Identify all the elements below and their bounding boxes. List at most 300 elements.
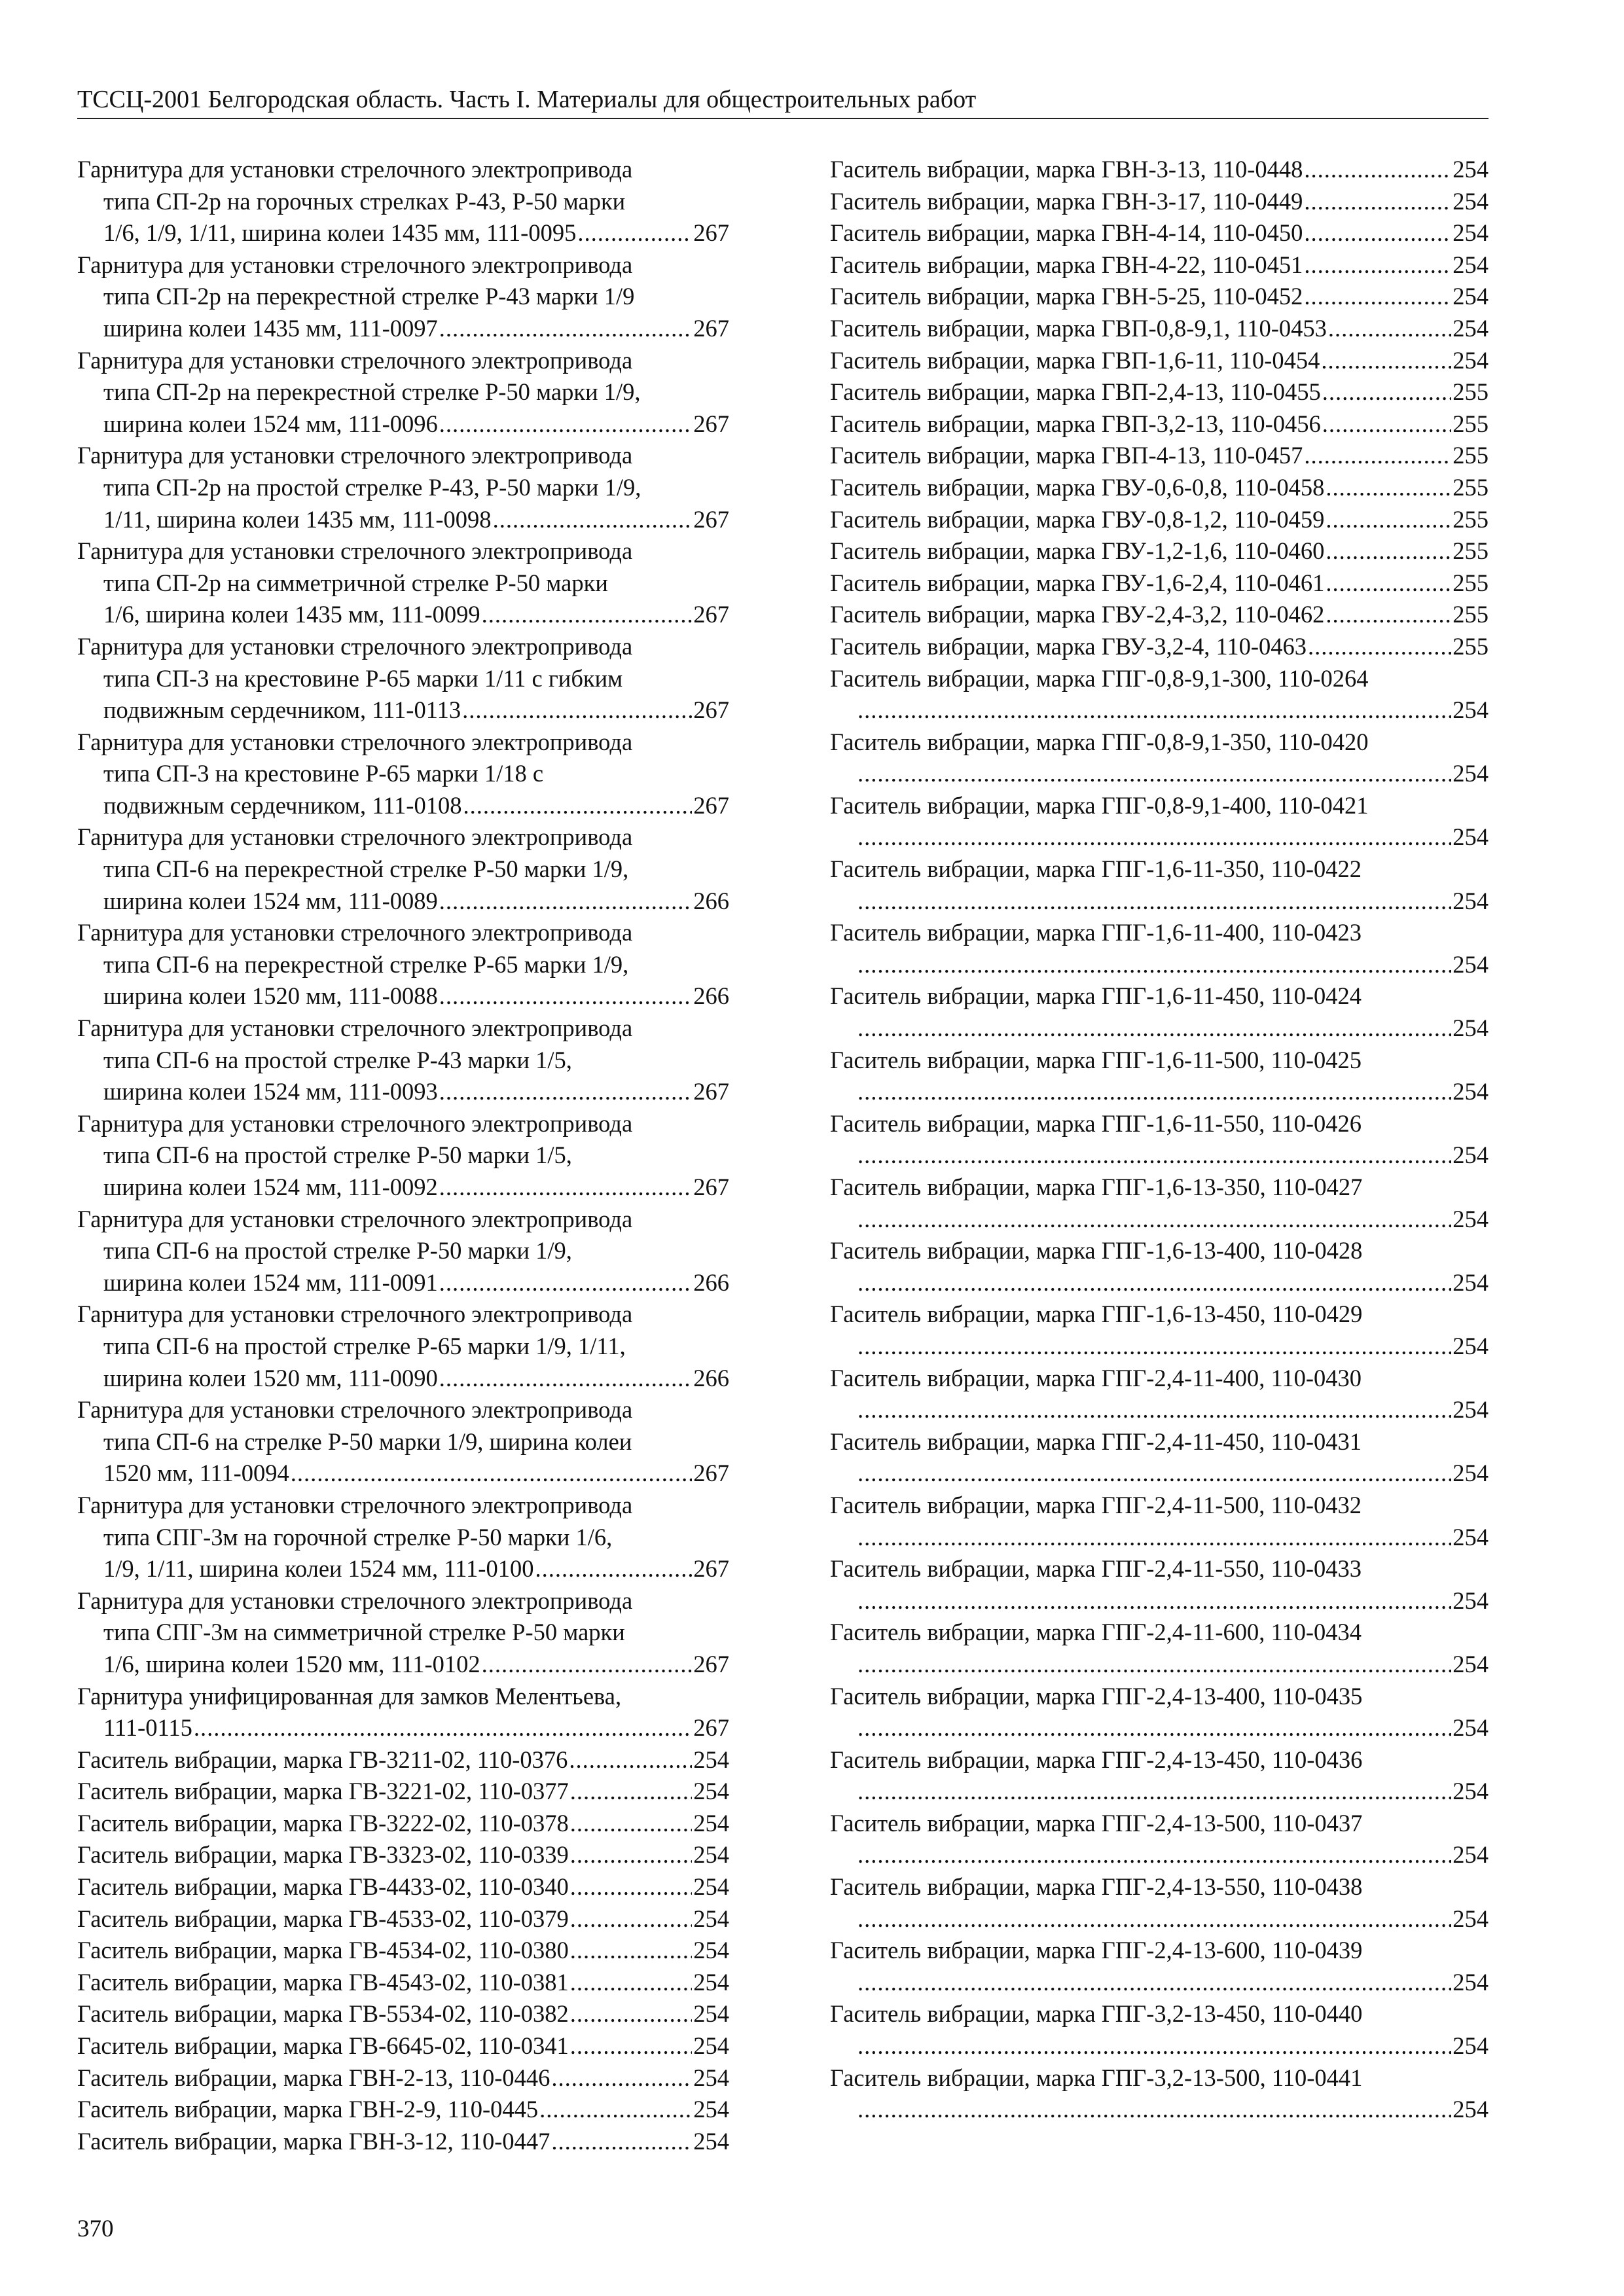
entry-page-ref: 254 — [693, 1937, 729, 1964]
index-column-left — [77, 154, 729, 2157]
entry-text: Гарнитура для установки стрелочного электропривода — [77, 251, 633, 278]
entry-text: Гарнитура для установки стрелочного электропривода — [77, 1300, 633, 1328]
dot-leader — [482, 599, 693, 631]
dot-leader — [1326, 599, 1451, 631]
index-entry — [830, 472, 1489, 504]
index-entry — [830, 853, 1489, 917]
entry-page-ref: 254 — [693, 2032, 729, 2060]
dot-leader — [577, 217, 692, 249]
dot-leader — [857, 1139, 1451, 1172]
dot-leader — [1304, 281, 1451, 313]
entry-text: Гарнитура для установки стрелочного электропривода — [77, 1587, 633, 1614]
dot-leader — [857, 1585, 1451, 1617]
index-entry — [77, 2126, 729, 2158]
entry-text: Гарнитура для установки стрелочного электропривода — [77, 346, 633, 374]
entry-text: типа СП-6 на перекрестной стрелке Р-65 марки 1/9, — [103, 950, 629, 978]
index-entry — [830, 535, 1489, 567]
dot-leader — [857, 1013, 1451, 1045]
entry-page-ref: 254 — [1453, 1141, 1489, 1169]
index-entry — [830, 1363, 1489, 1426]
entry-text: Гаситель вибрации, марка ГВ-3221-02, 110-0377 — [77, 1778, 569, 1805]
dot-leader — [857, 1204, 1451, 1236]
entry-page-ref: 267 — [693, 1460, 729, 1487]
entry-text: типа СП-6 на стрелке Р-50 марки 1/9, ширина колеи — [103, 1427, 632, 1455]
entry-page-ref: 254 — [1453, 1587, 1489, 1614]
dot-leader — [462, 694, 692, 726]
index-entry — [830, 917, 1489, 980]
entry-text: Гаситель вибрации, марка ГПГ-3,2-13-500, 110-0441 — [830, 2064, 1363, 2091]
dot-leader — [857, 1967, 1451, 1999]
entry-page-ref: 254 — [1453, 1778, 1489, 1805]
entry-text: Гаситель вибрации, марка ГВП-4-13, 110-0457 — [830, 442, 1303, 469]
entry-page-ref: 254 — [693, 1778, 729, 1805]
entry-page-ref: 254 — [1453, 1523, 1489, 1551]
entry-text: 1/6, ширина колеи 1520 мм, 111-0102 — [103, 1650, 480, 1677]
index-entry — [77, 1013, 729, 1108]
index-entry — [830, 281, 1489, 313]
dot-leader — [857, 949, 1451, 981]
index-entry — [77, 1776, 729, 1808]
entry-text: типа СП-2р на перекрестной стрелке Р-43 марки 1/9 — [103, 283, 635, 310]
entry-text: Гарнитура для установки стрелочного электропривода — [77, 537, 633, 565]
index-entry — [77, 1871, 729, 1903]
index-entry — [77, 1935, 729, 1967]
index-entry — [830, 1998, 1489, 2062]
entry-text: типа СП-2р на симметричной стрелке Р-50 марки — [103, 569, 608, 596]
entry-text: Гаситель вибрации, марка ГВУ-3,2-4, 110-0463 — [830, 632, 1307, 660]
entry-text: Гарнитура для установки стрелочного электропривода — [77, 156, 633, 183]
entry-text: ширина колеи 1524 мм, 111-0092 — [103, 1174, 438, 1200]
entry-text: типа СП-2р на горочных стрелках Р-43, Р-50 марки — [103, 187, 626, 215]
dot-leader — [857, 2094, 1451, 2126]
entry-text: Гаситель вибрации, марка ГВУ-1,2-1,6, 110-0460 — [830, 537, 1325, 565]
dot-leader — [570, 1967, 692, 1999]
entry-text: Гаситель вибрации, марка ГВ-3222-02, 110-0378 — [77, 1809, 569, 1837]
entry-text: Гаситель вибрации, марка ГВУ-2,4-3,2, 110-0462 — [830, 601, 1325, 628]
index-entry — [77, 821, 729, 917]
entry-text: типа СП-2р на перекрестной стрелке Р-50 марки 1/9, — [103, 378, 641, 406]
entry-page-ref: 254 — [693, 1873, 729, 1901]
entry-text: Гаситель вибрации, марка ГПГ-2,4-13-400, 110-0435 — [830, 1682, 1363, 1710]
dot-leader — [1322, 376, 1452, 408]
entry-text: Гаситель вибрации, марка ГПГ-1,6-11-500, 110-0425 — [830, 1046, 1362, 1073]
entry-text: Гаситель вибрации, марка ГВ-5534-02, 110-0382 — [77, 2000, 569, 2028]
entry-text: Гаситель вибрации, марка ГПГ-2,4-11-450, 110-0431 — [830, 1427, 1362, 1455]
dot-leader — [439, 408, 692, 440]
entry-text: Гарнитура унифицированная для замков Мелентьева, — [77, 1682, 622, 1710]
dot-leader — [1326, 504, 1451, 536]
index-entry — [830, 1108, 1489, 1172]
entry-page-ref: 254 — [693, 2064, 729, 2091]
entry-text: Гаситель вибрации, марка ГПГ-0,8-9,1-350, 110-0420 — [830, 728, 1369, 755]
entry-text: Гаситель вибрации, марка ГПГ-1,6-11-450, 110-0424 — [830, 982, 1362, 1010]
entry-text: Гаситель вибрации, марка ГВУ-0,6-0,8, 110-0458 — [830, 473, 1325, 501]
entry-text: типа СП-3 на крестовине Р-65 марки 1/18 с — [103, 760, 544, 787]
dot-leader — [857, 1903, 1451, 1935]
entry-page-ref: 254 — [693, 1809, 729, 1837]
entry-text: Гарнитура для установки стрелочного электропривода — [77, 1205, 633, 1232]
entry-text: Гарнитура для установки стрелочного электропривода — [77, 1109, 633, 1137]
entry-page-ref: 255 — [1453, 505, 1489, 533]
entry-text: Гарнитура для установки стрелочного электропривода — [77, 823, 633, 851]
entry-text: Гаситель вибрации, марка ГВ-4534-02, 110-0380 — [77, 1937, 569, 1964]
dot-leader — [482, 1649, 693, 1681]
entry-page-ref: 266 — [693, 1364, 729, 1391]
entry-text: Гаситель вибрации, марка ГВН-3-13, 110-0448 — [830, 156, 1303, 183]
index-entry — [830, 631, 1489, 663]
entry-page-ref: 255 — [1453, 473, 1489, 501]
entry-text: Гаситель вибрации, марка ГПГ-2,4-11-400, 110-0430 — [830, 1364, 1362, 1391]
index-entry — [77, 1808, 729, 1840]
entry-page-ref: 267 — [693, 505, 729, 533]
entry-text: подвижным сердечником, 111-0113 — [103, 696, 461, 724]
index-entry — [830, 599, 1489, 631]
entry-page-ref: 254 — [1453, 1014, 1489, 1042]
index-entry — [77, 1839, 729, 1871]
dot-leader — [493, 504, 693, 536]
index-entry — [77, 2062, 729, 2094]
index-entry — [77, 2030, 729, 2062]
entry-text: Гаситель вибрации, марка ГВН-3-12, 110-0447 — [77, 2127, 550, 2155]
dot-leader — [857, 1458, 1451, 1490]
dot-leader — [857, 1712, 1451, 1744]
index-entry — [830, 249, 1489, 281]
entry-page-ref: 267 — [693, 1650, 729, 1677]
entry-text: Гарнитура для установки стрелочного электропривода — [77, 919, 633, 946]
entry-text: Гаситель вибрации, марка ГПГ-2,4-11-500, 110-0432 — [830, 1491, 1362, 1518]
entry-text: Гаситель вибрации, марка ГПГ-2,4-13-600, 110-0439 — [830, 1937, 1363, 1964]
entry-page-ref: 254 — [1453, 1078, 1489, 1105]
entry-text: Гарнитура для установки стрелочного электропривода — [77, 442, 633, 469]
dot-leader — [439, 886, 692, 918]
entry-text: Гаситель вибрации, марка ГПГ-1,6-11-350, 110-0422 — [830, 855, 1362, 883]
dot-leader — [1328, 313, 1451, 345]
dot-leader — [857, 1839, 1451, 1871]
entry-page-ref: 254 — [1453, 219, 1489, 247]
entry-page-ref: 254 — [1453, 2096, 1489, 2123]
index-entry — [77, 726, 729, 822]
dot-leader — [463, 790, 692, 822]
entry-page-ref: 254 — [1453, 1841, 1489, 1869]
entry-text: Гаситель вибрации, марка ГВП-1,6-11, 110-0454 — [830, 346, 1320, 374]
entry-page-ref: 255 — [1453, 442, 1489, 469]
entry-text: Гарнитура для установки стрелочного электропривода — [77, 632, 633, 660]
entry-page-ref: 254 — [1453, 2032, 1489, 2060]
index-column-right — [830, 154, 1489, 2126]
entry-page-ref: 254 — [1453, 1205, 1489, 1232]
dot-leader — [439, 313, 692, 345]
entry-page-ref: 254 — [1453, 696, 1489, 724]
entry-page-ref: 267 — [693, 1078, 729, 1105]
entry-text: Гаситель вибрации, марка ГВП-0,8-9,1, 110-0453 — [830, 314, 1327, 342]
entry-page-ref: 266 — [693, 982, 729, 1010]
index-entry — [830, 504, 1489, 536]
dot-leader — [570, 1903, 692, 1935]
entry-page-ref: 267 — [693, 1174, 729, 1200]
index-entry — [77, 249, 729, 345]
entry-page-ref: 267 — [693, 696, 729, 724]
entry-text: Гаситель вибрации, марка ГВН-5-25, 110-0452 — [830, 283, 1303, 310]
dot-leader — [570, 1776, 692, 1808]
dot-leader — [857, 1394, 1451, 1426]
dot-leader — [857, 694, 1451, 726]
index-entry — [830, 186, 1489, 218]
entry-page-ref: 254 — [1453, 760, 1489, 787]
entry-text: Гаситель вибрации, марка ГПГ-2,4-11-550, 110-0433 — [830, 1555, 1362, 1583]
dot-leader — [570, 1935, 692, 1967]
entry-page-ref: 267 — [693, 410, 729, 437]
index-entry — [77, 1903, 729, 1935]
dot-leader — [857, 1267, 1451, 1299]
entry-text: типа СП-6 на простой стрелке Р-50 марки 1/9, — [103, 1237, 572, 1265]
entry-text: Гаситель вибрации, марка ГПГ-0,8-9,1-300, 110-0264 — [830, 664, 1369, 692]
entry-page-ref: 254 — [1453, 1905, 1489, 1932]
entry-page-ref: 254 — [693, 2000, 729, 2028]
dot-leader — [539, 2094, 692, 2126]
dot-leader — [439, 980, 692, 1013]
index-entry — [830, 345, 1489, 377]
index-entry — [77, 917, 729, 1013]
entry-text: Гарнитура для установки стрелочного электропривода — [77, 1014, 633, 1042]
index-entry — [77, 2094, 729, 2126]
dot-leader — [570, 1998, 692, 2030]
index-entry — [830, 1744, 1489, 1808]
index-entry — [830, 440, 1489, 472]
entry-text: Гаситель вибрации, марка ГВН-2-13, 110-0446 — [77, 2064, 550, 2091]
entry-page-ref: 254 — [1453, 1714, 1489, 1742]
dot-leader — [857, 821, 1451, 853]
entry-page-ref: 254 — [1453, 1332, 1489, 1359]
entry-text: типа СПГ-3м на горочной стрелке Р-50 марки 1/6, — [103, 1523, 613, 1551]
dot-leader — [1321, 345, 1451, 377]
dot-leader — [857, 1776, 1451, 1808]
entry-text: Гаситель вибрации, марка ГПГ-3,2-13-450, 110-0440 — [830, 2000, 1363, 2028]
entry-page-ref: 254 — [1453, 346, 1489, 374]
entry-text: подвижным сердечником, 111-0108 — [103, 791, 462, 819]
entry-text: Гаситель вибрации, марка ГВН-2-9, 110-0445 — [77, 2096, 539, 2123]
index-entry — [830, 790, 1489, 853]
dot-leader — [439, 1076, 692, 1108]
index-entry — [830, 1681, 1489, 1744]
dot-leader — [1304, 249, 1451, 281]
dot-leader — [1304, 154, 1451, 186]
dot-leader — [857, 1522, 1451, 1554]
index-entry — [77, 631, 729, 726]
entry-text: Гаситель вибрации, марка ГВП-2,4-13, 110-0455 — [830, 378, 1321, 406]
entry-page-ref: 267 — [693, 791, 729, 819]
entry-text: Гаситель вибрации, марка ГПГ-2,4-11-600, 110-0434 — [830, 1619, 1362, 1646]
index-entry — [830, 1045, 1489, 1108]
entry-text: типа СП-2р на простой стрелке Р-43, Р-50 марки 1/9, — [103, 473, 641, 501]
entry-page-ref: 254 — [693, 1841, 729, 1869]
entry-text: типа СП-6 на простой стрелке Р-65 марки 1/9, 1/11, — [103, 1332, 626, 1359]
entry-page-ref: 254 — [1453, 950, 1489, 978]
entry-text: Гаситель вибрации, марка ГВН-4-22, 110-0451 — [830, 251, 1303, 278]
index-entry — [77, 1744, 729, 1776]
entry-text: 1/9, 1/11, ширина колеи 1524 мм, 111-0100 — [103, 1555, 534, 1583]
entry-text: ширина колеи 1520 мм, 111-0090 — [103, 1364, 438, 1391]
dot-leader — [570, 1839, 692, 1871]
index-entry — [830, 376, 1489, 408]
entry-text: Гаситель вибрации, марка ГПГ-2,4-13-500, 110-0437 — [830, 1809, 1363, 1837]
entry-page-ref: 267 — [693, 601, 729, 628]
entry-page-ref: 254 — [693, 1905, 729, 1932]
entry-page-ref: 254 — [693, 1746, 729, 1773]
dot-leader — [569, 1744, 692, 1776]
index-entry — [830, 1490, 1489, 1553]
index-entry — [830, 1553, 1489, 1617]
entry-text: Гаситель вибрации, марка ГВ-4543-02, 110-0381 — [77, 1968, 569, 1996]
entry-page-ref: 254 — [1453, 1268, 1489, 1296]
index-entry — [77, 1998, 729, 2030]
entry-text: Гаситель вибрации, марка ГПГ-1,6-13-400, 110-0428 — [830, 1237, 1363, 1265]
entry-page-ref: 254 — [1453, 1396, 1489, 1424]
entry-page-ref: 266 — [693, 1268, 729, 1296]
index-entry — [830, 726, 1489, 790]
entry-text: типа СП-3 на крестовине Р-65 марки 1/11 с гибким — [103, 664, 623, 692]
dot-leader — [570, 1808, 692, 1840]
entry-page-ref: 267 — [693, 1555, 729, 1583]
entry-page-ref: 254 — [1453, 823, 1489, 851]
entry-text: ширина колеи 1520 мм, 111-0088 — [103, 982, 438, 1010]
index-entry — [830, 1235, 1489, 1299]
index-entry — [830, 980, 1489, 1044]
dot-leader — [439, 1363, 692, 1395]
dot-leader — [857, 886, 1451, 918]
dot-leader — [551, 2126, 692, 2158]
entry-page-ref: 254 — [1453, 887, 1489, 914]
entry-page-ref: 255 — [1453, 537, 1489, 565]
index-entry — [830, 1935, 1489, 1998]
index-entry — [77, 154, 729, 249]
entry-page-ref: 254 — [693, 2096, 729, 2123]
entry-text: Гаситель вибрации, марка ГВУ-1,6-2,4, 110-0461 — [830, 569, 1325, 596]
index-entry — [77, 1967, 729, 1999]
dot-leader — [194, 1712, 692, 1744]
entry-page-ref: 254 — [1453, 156, 1489, 183]
entry-text: Гаситель вибрации, марка ГПГ-1,6-11-550, 110-0426 — [830, 1109, 1362, 1137]
index-entry — [77, 1299, 729, 1394]
entry-text: Гарнитура для установки стрелочного электропривода — [77, 1491, 633, 1518]
entry-text: 1/6, 1/9, 1/11, ширина колеи 1435 мм, 111-0095 — [103, 219, 577, 247]
entry-text: 1520 мм, 111-0094 — [103, 1460, 289, 1487]
entry-text: ширина колеи 1524 мм, 111-0096 — [103, 410, 438, 437]
header-title: ТССЦ-2001 Белгородская область. Часть I. Материалы для общестроительных работ — [77, 86, 977, 113]
index-entry — [77, 1394, 729, 1490]
dot-leader — [1326, 472, 1451, 504]
dot-leader — [857, 1076, 1451, 1108]
entry-text: 111-0115 — [103, 1714, 192, 1742]
entry-text: Гаситель вибрации, марка ГВ-3323-02, 110-0339 — [77, 1841, 569, 1869]
dot-leader — [570, 1871, 692, 1903]
entry-text: типа СП-6 на простой стрелке Р-50 марки 1/5, — [103, 1141, 572, 1169]
index-entry — [830, 154, 1489, 186]
entry-page-ref: 267 — [693, 314, 729, 342]
entry-page-ref: 255 — [1453, 601, 1489, 628]
dot-leader — [1322, 408, 1452, 440]
entry-text: Гаситель вибрации, марка ГПГ-1,6-13-450, 110-0429 — [830, 1300, 1363, 1328]
entry-page-ref: 254 — [1453, 1650, 1489, 1677]
running-header — [77, 86, 1489, 119]
entry-text: Гаситель вибрации, марка ГПГ-2,4-13-450, 110-0436 — [830, 1746, 1363, 1773]
entry-text: Гарнитура для установки стрелочного электропривода — [77, 1396, 633, 1424]
dot-leader — [291, 1458, 692, 1490]
index-entry — [830, 1299, 1489, 1362]
dot-leader — [439, 1267, 692, 1299]
entry-text: типа СП-6 на простой стрелке Р-43 марки 1/5, — [103, 1046, 572, 1073]
entry-text: Гаситель вибрации, марка ГВ-6645-02, 110-0341 — [77, 2032, 569, 2060]
entry-page-ref: 254 — [1453, 1968, 1489, 1996]
entry-text: Гарнитура для установки стрелочного электропривода — [77, 728, 633, 755]
index-entry — [830, 217, 1489, 249]
entry-page-ref: 267 — [693, 1714, 729, 1742]
entry-text: типа СП-6 на перекрестной стрелке Р-50 марки 1/9, — [103, 855, 629, 883]
dot-leader — [1304, 186, 1451, 218]
dot-leader — [535, 1553, 692, 1585]
index-entry — [77, 440, 729, 535]
entry-text: Гаситель вибрации, марка ГВ-3211-02, 110-0376 — [77, 1746, 568, 1773]
index-entry — [77, 1108, 729, 1204]
entry-page-ref: 255 — [1453, 569, 1489, 596]
dot-leader — [857, 1331, 1451, 1363]
entry-text: Гаситель вибрации, марка ГПГ-0,8-9,1-400, 110-0421 — [830, 791, 1369, 819]
entry-page-ref: 254 — [1453, 187, 1489, 215]
page-number: 370 — [77, 2215, 114, 2242]
index-entry — [830, 1617, 1489, 1680]
dot-leader — [439, 1172, 692, 1204]
entry-page-ref: 254 — [1453, 314, 1489, 342]
entry-text: Гаситель вибрации, марка ГВН-4-14, 110-0450 — [830, 219, 1303, 247]
entry-text: Гаситель вибрации, марка ГВ-4433-02, 110-0340 — [77, 1873, 569, 1901]
dot-leader — [570, 2030, 692, 2062]
index-entry — [830, 567, 1489, 600]
entry-page-ref: 254 — [1453, 251, 1489, 278]
entry-text: ширина колеи 1435 мм, 111-0097 — [103, 314, 438, 342]
entry-page-ref: 267 — [693, 219, 729, 247]
index-entry — [77, 1681, 729, 1744]
entry-page-ref: 255 — [1453, 632, 1489, 660]
dot-leader — [1326, 567, 1451, 600]
index-entry — [77, 1585, 729, 1681]
index-entry — [830, 1871, 1489, 1935]
entry-page-ref: 254 — [693, 1968, 729, 1996]
index-entry — [830, 408, 1489, 440]
entry-page-ref: 255 — [1453, 378, 1489, 406]
entry-text: Гаситель вибрации, марка ГВП-3,2-13, 110-0456 — [830, 410, 1321, 437]
entry-text: Гаситель вибрации, марка ГПГ-1,6-11-400, 110-0423 — [830, 919, 1362, 946]
entry-text: Гаситель вибрации, марка ГВУ-0,8-1,2, 110-0459 — [830, 505, 1325, 533]
dot-leader — [1326, 535, 1451, 567]
entry-page-ref: 254 — [693, 2127, 729, 2155]
index-entry — [77, 535, 729, 631]
dot-leader — [857, 1649, 1451, 1681]
entry-text: Гаситель вибрации, марка ГПГ-1,6-13-350, 110-0427 — [830, 1174, 1363, 1200]
entry-text: типа СПГ-3м на симметричной стрелке Р-50 марки — [103, 1619, 625, 1646]
index-entry — [830, 1172, 1489, 1235]
entry-text: 1/11, ширина колеи 1435 мм, 111-0098 — [103, 505, 492, 533]
entry-text: ширина колеи 1524 мм, 111-0093 — [103, 1078, 438, 1105]
index-entry — [830, 1426, 1489, 1490]
index-entry — [830, 1808, 1489, 1871]
dot-leader — [1304, 440, 1451, 472]
index-entry — [77, 1490, 729, 1585]
index-entry — [830, 313, 1489, 345]
entry-text: ширина колеи 1524 мм, 111-0091 — [103, 1268, 438, 1296]
dot-leader — [857, 758, 1451, 790]
entry-text: Гаситель вибрации, марка ГВ-4533-02, 110-0379 — [77, 1905, 569, 1932]
entry-text: Гаситель вибрации, марка ГПГ-2,4-13-550, 110-0438 — [830, 1873, 1363, 1901]
dot-leader — [1304, 217, 1451, 249]
